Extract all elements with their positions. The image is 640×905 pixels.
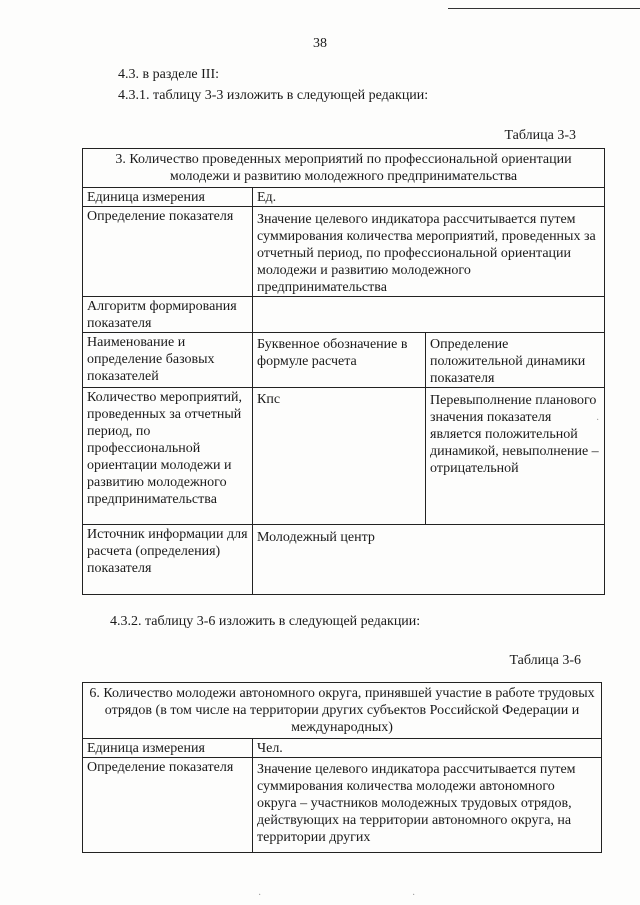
- unit-label-2: Единица измерения: [83, 739, 253, 758]
- table-title: 3. Количество проведенных мероприятий по профессиональной ориентации молодежи и развитию молодежного предпринимательства: [83, 149, 605, 188]
- top-border-line: [448, 8, 640, 9]
- instruction-item-2: 4.3.2. таблицу 3-6 изложить в следующей редакции:: [110, 614, 421, 629]
- table-caption: Таблица 3-3: [504, 128, 576, 143]
- source-value: Молодежный центр: [253, 525, 605, 595]
- page-number: 38: [313, 36, 327, 51]
- scan-speck: ·: [596, 415, 600, 426]
- section-item: 4.3. в разделе III:: [118, 67, 220, 82]
- scan-speck: ·: [258, 890, 262, 901]
- count-indicator-label: Количество мероприятий, проведенных за отчетный период, по профессиональной ориентации молодежи и развитию молодежного предпринимательства: [83, 388, 253, 525]
- algorithm-label: Алгоритм формирования показателя: [83, 297, 253, 333]
- unit-value-2: Чел.: [253, 739, 602, 758]
- algorithm-value: [253, 297, 605, 333]
- count-dynamics: Перевыполнение планового значения показателя является положительной динамикой, невыполнение – отрицательной: [426, 388, 605, 525]
- definition-value-2: Значение целевого индикатора рассчитывается путем суммирования количества молодежи автономного округа – участников молодежных трудовых отрядов, действующих на территории автономного округа, на территории других: [253, 758, 602, 853]
- count-symbol: Кпс: [253, 388, 426, 525]
- instruction-item: 4.3.1. таблицу 3-3 изложить в следующей редакции:: [118, 88, 429, 103]
- source-label: Источник информации для расчета (определения) показателя: [83, 525, 253, 595]
- table-caption-2: Таблица 3-6: [509, 653, 581, 668]
- base-indicators-label: Наименование и определение базовых показателей: [83, 333, 253, 388]
- unit-value: Ед.: [253, 188, 605, 207]
- definition-value: Значение целевого индикатора рассчитывается путем суммирования количества мероприятий, проведенных за отчетный период, по профессиональной ориентации молодежи и развитию молодежного предпринимательства: [253, 207, 605, 297]
- dynamics-header: Определение положительной динамики показателя: [426, 333, 605, 388]
- definition-label-2: Определение показателя: [83, 758, 253, 853]
- indicator-table-2: [82, 682, 602, 853]
- indicator-table-1: [82, 148, 605, 595]
- symbol-header: Буквенное обозначение в формуле расчета: [253, 333, 426, 388]
- unit-label: Единица измерения: [83, 188, 253, 207]
- scan-speck: ·: [412, 890, 416, 901]
- definition-label: Определение показателя: [83, 207, 253, 297]
- table-title-2: 6. Количество молодежи автономного округа, принявшей участие в работе трудовых отрядов (в том числе на территории других субъектов Российской Федерации и международных): [83, 683, 602, 739]
